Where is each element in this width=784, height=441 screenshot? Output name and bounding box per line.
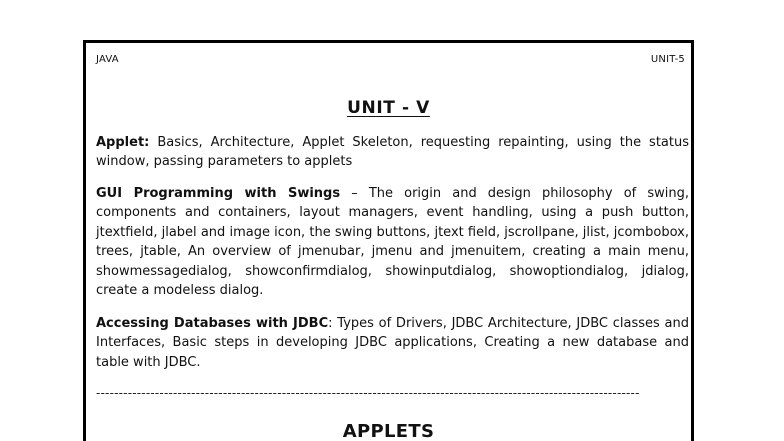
gui-heading-sep: – <box>340 186 358 201</box>
document-page <box>83 40 694 441</box>
dashed-divider: ------------------------------------------------------------------------------------------------------------------------ <box>96 386 640 400</box>
gui-paragraph <box>96 184 689 300</box>
unit-title-text: UNIT - V <box>347 98 430 118</box>
applet-paragraph <box>96 133 689 172</box>
gui-heading: GUI Programming with Swings <box>96 186 341 201</box>
header-unit: UNIT-5 <box>650 54 685 65</box>
jdbc-paragraph <box>96 314 689 372</box>
jdbc-heading-sep: : <box>328 316 333 331</box>
section-title-applets: APPLETS <box>342 421 435 441</box>
jdbc-text: Types of Drivers, JDBC Architecture, JDBC classes and Interfaces, Basic steps in developing JDBC applications, Creating a new database and table with JDBC. <box>96 316 690 370</box>
jdbc-heading: Accessing Databases with JDBC <box>96 316 329 331</box>
applet-text: Basics, Architecture, Applet Skeleton, requesting repainting, using the status window, passing parameters to applets <box>96 135 689 170</box>
unit-title <box>86 98 691 118</box>
header-subject: JAVA <box>96 54 119 65</box>
gui-text: The origin and design philosophy of swing, components and containers, layout managers, event handling, using a push button, jtextfield, jlabel and image icon, the swing buttons, jtext field, jscrollpane, jlist, jcombobox, trees, jtable, An overview of jmenubar, jmenu and jmenuitem, creating a main menu, showmessagedialog, showconfirmdialog, showinputdialog, showoptiondialog, jdialog, create a modeless dialog. <box>96 186 690 299</box>
applet-heading: Applet <box>96 135 145 150</box>
applet-heading-sep: : <box>144 135 150 150</box>
